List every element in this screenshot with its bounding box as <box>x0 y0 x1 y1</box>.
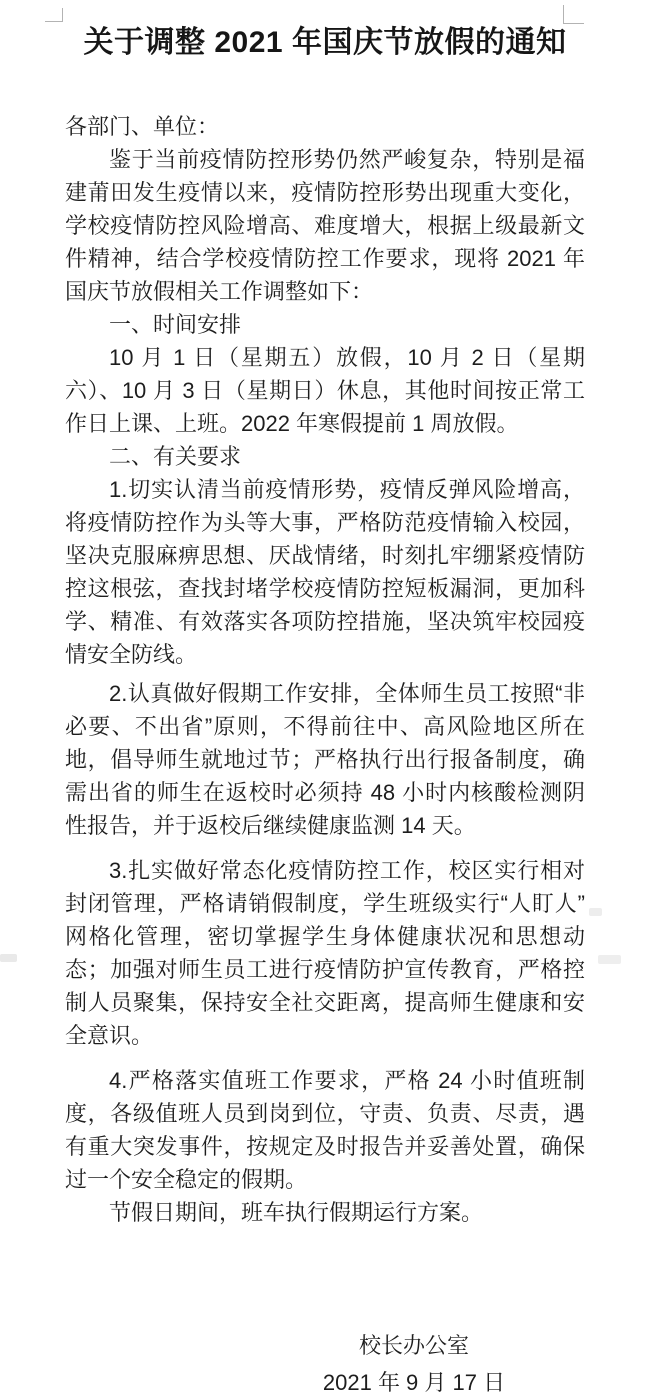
salutation: 各部门、单位： <box>65 114 220 139</box>
scan-artifact <box>0 954 17 962</box>
notice-document <box>65 0 585 1399</box>
section-heading-time-arrangement: 一、时间安排 <box>109 312 242 337</box>
paragraph-requirement-3: 3.扎实做好常态化疫情防控工作，校区实行相对封闭管理，严格请销假制度，学生班级实行“人盯人”网格化管理，密切掌握学生身体健康状况和思想动态；加强对师生员工进行疫情防护宣传教育，严格控制人员聚集，保持安全社交距离，提高师生健康和安全意识。 <box>65 858 585 1048</box>
paragraph-requirement-4: 4.严格落实值班工作要求，严格 24 小时值班制度，各级值班人员到岗到位，守责、负责、尽责，遇有重大突发事件，按规定及时报告并妥善处置，确保过一个安全稳定的假期。 <box>65 1068 585 1192</box>
paragraph-holiday-schedule: 10 月 1 日（星期五）放假，10 月 2 日（星期六）、10 月 3 日（星期日）休息，其他时间按正常工作日上课、上班。2022 年寒假提前 1 周放假。 <box>65 345 585 436</box>
scan-artifact <box>598 955 621 964</box>
notice-body <box>65 110 585 1229</box>
scan-artifact <box>589 908 602 916</box>
signature-block <box>65 1329 585 1399</box>
paragraph-shuttle-bus: 节假日期间，班车执行假期运行方案。 <box>109 1200 484 1225</box>
notice-title: 关于调整 2021 年国庆节放假的通知 <box>83 26 567 59</box>
paragraph-requirement-2: 2.认真做好假期工作安排，全体师生员工按照“非必要、不出省”原则，不得前往中、高风险地区所在地，倡导师生就地过节；严格执行出行报备制度，确需出省的师生在返校时必须持 48 小时内核酸检测阴性报告，并于返校后继续健康监测 14 天。 <box>65 681 585 838</box>
section-heading-requirements: 二、有关要求 <box>109 444 242 469</box>
signature-author: 校长办公室 <box>358 1333 469 1358</box>
intro-paragraph: 鉴于当前疫情防控形势仍然严峻复杂，特别是福建莆田发生疫情以来，疫情防控形势出现重大变化，学校疫情防控风险增高、难度增大，根据上级最新文件精神，结合学校疫情防控工作要求，现将 2021 年国庆节放假相关工作调整如下： <box>65 147 585 304</box>
signature-date: 2021 年 9 月 17 日 <box>322 1370 506 1395</box>
page-margin-corner-mark-top-left <box>45 8 63 22</box>
paragraph-requirement-1: 1.切实认清当前疫情形势，疫情反弹风险增高，将疫情防控作为头等大事，严格防范疫情输入校园，坚决克服麻痹思想、厌战情绪，时刻扎牢绷紧疫情防控这根弦，查找封堵学校疫情防控短板漏洞，更加科学、精准、有效落实各项防控措施，坚决筑牢校园疫情安全防线。 <box>65 477 585 667</box>
